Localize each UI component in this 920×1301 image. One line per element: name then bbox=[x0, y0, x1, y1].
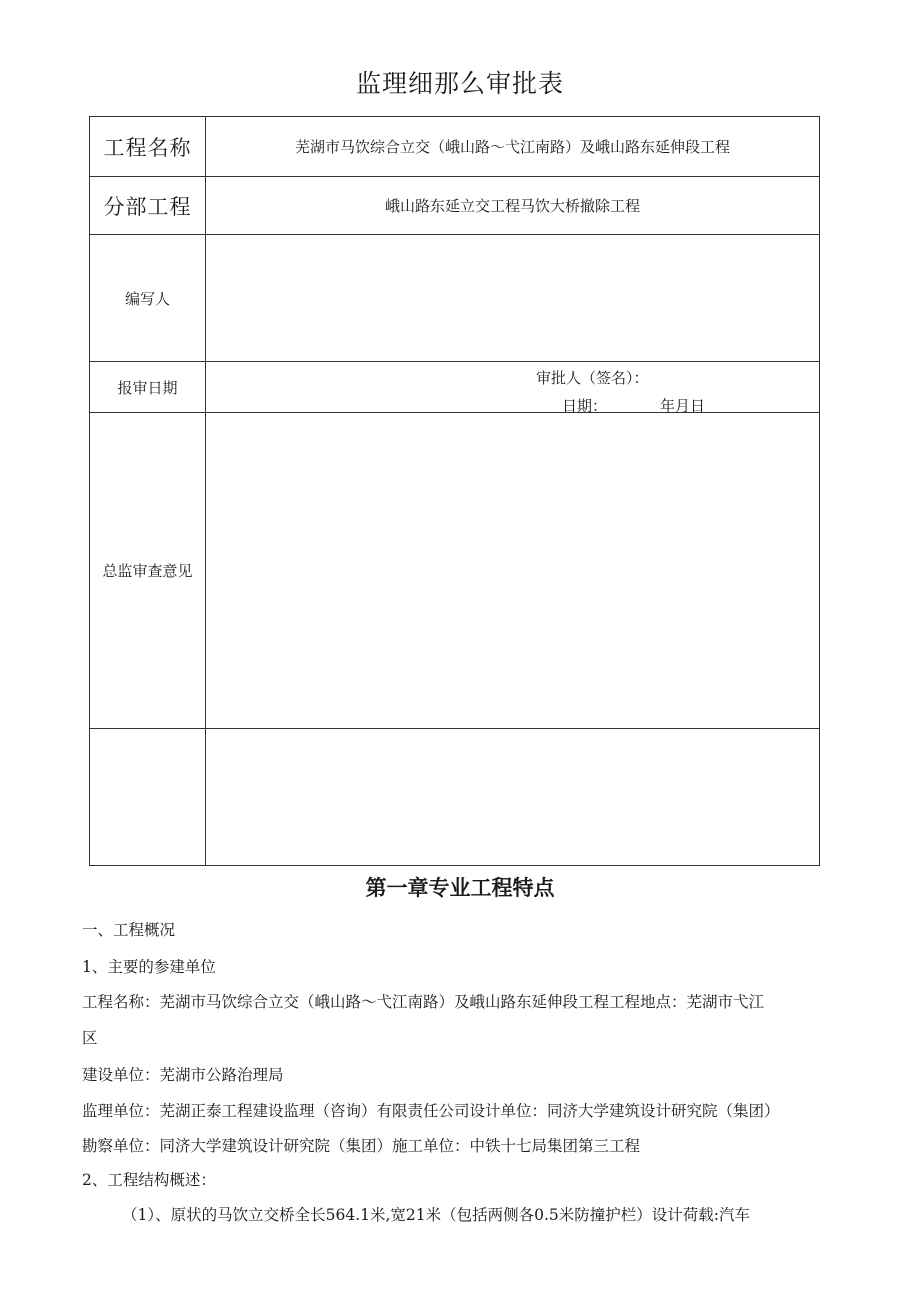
chapter-title: 第一章专业工程特点 bbox=[365, 876, 555, 900]
blank-row bbox=[90, 729, 820, 866]
approval-sign-cell[interactable] bbox=[206, 362, 820, 413]
author-label: 编写人 bbox=[90, 235, 206, 362]
blank-label bbox=[90, 729, 206, 866]
document-title: 监理细那么审批表 bbox=[355, 69, 564, 98]
chief-opinion-label: 总监审查意见 bbox=[90, 413, 206, 729]
project-name-row bbox=[90, 117, 820, 177]
chief-opinion-value[interactable] bbox=[206, 413, 820, 729]
sub-project-label: 分部工程 bbox=[90, 177, 206, 235]
sub-project-value: 峨山路东延立交工程马饮大桥撤除工程 bbox=[206, 177, 820, 235]
date-label: 日期： bbox=[562, 397, 608, 415]
item-heading-2: 2、工程结构概述： bbox=[82, 1171, 216, 1189]
date-suffix: 年月日 bbox=[660, 397, 706, 415]
sub-project-row bbox=[90, 177, 820, 235]
project-name-line-cont: 区 bbox=[82, 1029, 98, 1047]
approval-form-table bbox=[89, 116, 820, 866]
blank-value[interactable] bbox=[206, 729, 820, 866]
builder-line: 建设单位：芜湖市公路治理局 bbox=[82, 1066, 284, 1084]
supervisor-line: 监理单位：芜湖正泰工程建设监理（咨询）有限责任公司设计单位：同济大学建筑设计研究院（集团） bbox=[82, 1102, 780, 1120]
approver-signature-label: 审批人（签名）： bbox=[536, 369, 649, 387]
project-name-label: 工程名称 bbox=[90, 117, 206, 177]
structure-line: （1）、原状的马饮立交桥全长564.1米,宽21米（包括两侧各0.5米防撞护栏）设计荷载:汽车 bbox=[122, 1206, 751, 1224]
item-heading-1: 1、主要的参建单位 bbox=[82, 958, 216, 976]
survey-line: 勘察单位：同济大学建筑设计研究院（集团）施工单位：中铁十七局集团第三工程 bbox=[82, 1137, 641, 1155]
section-heading: 一、工程概况 bbox=[82, 921, 176, 939]
submit-date-row bbox=[90, 362, 820, 413]
author-value[interactable] bbox=[206, 235, 820, 362]
submit-date-label: 报审日期 bbox=[90, 362, 206, 413]
project-name-line: 工程名称：芜湖市马饮综合立交（峨山路～弋江南路）及峨山路东延伸段工程工程地点：芜湖市弋江 bbox=[82, 993, 765, 1011]
chief-opinion-row bbox=[90, 413, 820, 729]
author-row bbox=[90, 235, 820, 362]
project-name-value: 芜湖市马饮综合立交（峨山路～弋江南路）及峨山路东延伸段工程 bbox=[206, 117, 820, 177]
